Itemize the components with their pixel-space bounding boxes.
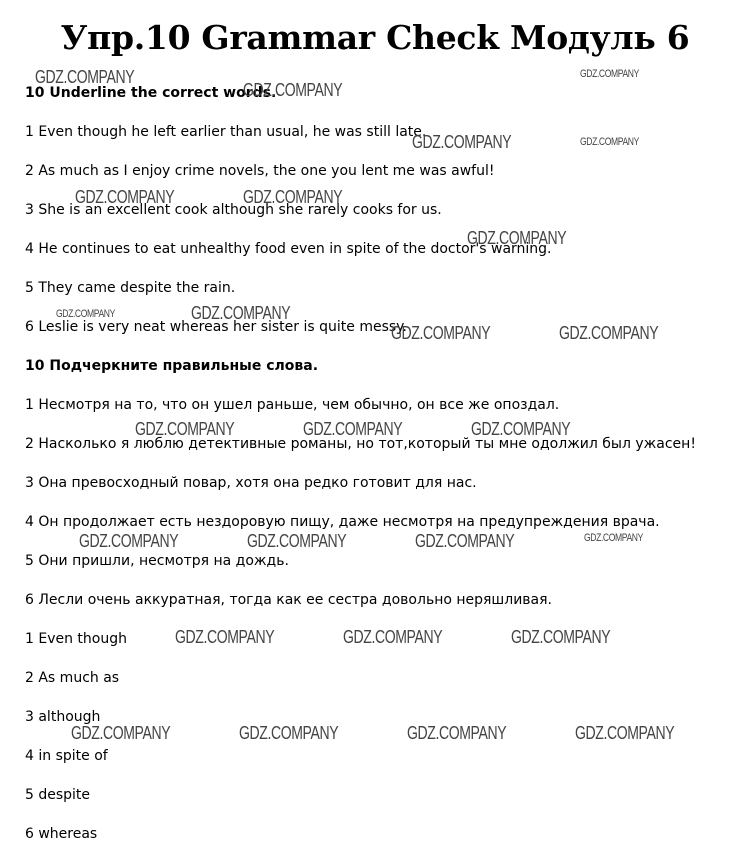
answer-2: 2 As much as [25,670,120,686]
watermark: GDZ.COMPANY [412,132,512,152]
watermark: GDZ.COMPANY [391,323,491,343]
english-item-5: 5 They came despite the rain. [25,280,236,296]
watermark: GDZ.COMPANY [175,627,275,647]
answer-3: 3 although [25,709,101,725]
russian-item-3: 3 Она превосходный повар, хотя она редко готовит для нас. [25,475,477,491]
russian-item-4: 4 Он продолжает есть нездоровую пищу, даже несмотря на предупреждения врача. [25,514,660,530]
answer-5: 5 despite [25,787,91,803]
watermark: GDZ.COMPANY [407,723,507,743]
english-item-2: 2 As much as I enjoy crime novels, the one you lent me was awful! [25,163,495,179]
page-title: Упр.10 Grammar Check Модуль 6 [60,18,690,57]
russian-item-6: 6 Лесли очень аккуратная, тогда как ее сестра довольно неряшливая. [25,592,552,608]
watermark: GDZ.COMPANY [471,419,571,439]
answer-4: 4 in spite of [25,748,108,764]
watermark: GDZ.COMPANY [56,308,115,320]
russian-item-1: 1 Несмотря на то, что он ушел раньше, чем обычно, он все же опоздал. [25,397,560,413]
watermark: GDZ.COMPANY [75,187,175,207]
english-item-3: 3 She is an excellent cook although she rarely cooks for us. [25,202,442,218]
watermark: GDZ.COMPANY [343,627,443,647]
watermark: GDZ.COMPANY [584,532,643,544]
english-item-1: 1 Even though he left earlier than usual, he was still late. [25,124,427,140]
watermark: GDZ.COMPANY [511,627,611,647]
watermark: GDZ.COMPANY [239,723,339,743]
russian-heading: 10 Подчеркните правильные слова. [25,358,319,374]
russian-item-2: 2 Насколько я люблю детективные романы, но тот,который ты мне одолжил был ужасен! [25,436,696,452]
watermark: GDZ.COMPANY [191,303,291,323]
russian-item-5: 5 Они пришли, несмотря на дождь. [25,553,289,569]
watermark: GDZ.COMPANY [415,531,515,551]
english-item-6: 6 Leslie is very neat whereas her sister is quite messy. [25,319,407,335]
watermark: GDZ.COMPANY [559,323,659,343]
watermark: GDZ.COMPANY [71,723,171,743]
watermark: GDZ.COMPANY [247,531,347,551]
watermark: GDZ.COMPANY [79,531,179,551]
watermark: GDZ.COMPANY [243,187,343,207]
watermark: GDZ.COMPANY [580,136,639,148]
watermark: GDZ.COMPANY [467,228,567,248]
watermark: GDZ.COMPANY [35,67,135,87]
english-item-4: 4 He continues to eat unhealthy food even in spite of the doctor's warning. [25,241,552,257]
watermark: GDZ.COMPANY [135,419,235,439]
answer-1: 1 Even though [25,631,127,647]
watermark: GDZ.COMPANY [580,68,639,80]
watermark: GDZ.COMPANY [303,419,403,439]
watermark: GDZ.COMPANY [575,723,675,743]
english-heading: 10 Underline the correct words. [25,85,277,101]
answer-6: 6 whereas [25,826,98,842]
watermark: GDZ.COMPANY [243,80,343,100]
